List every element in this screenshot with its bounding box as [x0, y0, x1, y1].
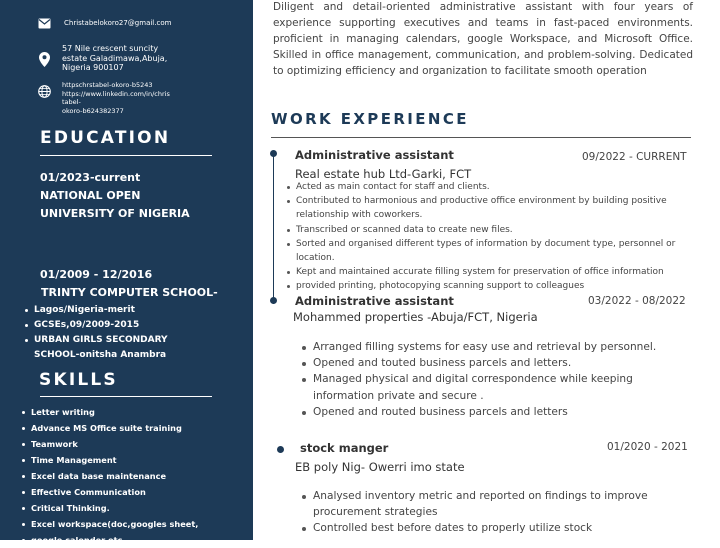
address-line: Nigeria 900107 [62, 63, 124, 72]
linkedin-link[interactable] [62, 81, 170, 115]
job-bullets [296, 339, 691, 420]
education-date: 01/2009 - 12/2016 [40, 268, 153, 281]
education-item: Lagos/Nigeria-merit [34, 305, 135, 315]
list-item: Opened and routed business parcels and letters [296, 404, 691, 420]
bullet [22, 411, 25, 414]
bullet [22, 475, 25, 478]
address-line: 57 Nile crescent suncity [62, 44, 159, 53]
job-date: 01/2020 - 2021 [607, 441, 688, 453]
bullet [22, 507, 25, 510]
address-block [62, 44, 167, 73]
link-line[interactable]: httpschrstabel-okoro-b5243 [62, 81, 153, 89]
list-item: Sorted and organised different types of information by document type, personnel or location. [272, 237, 713, 265]
job-title: Administrative assistant [295, 294, 454, 308]
job-company: EB poly Nig- Owerri imo state [295, 460, 465, 474]
education-entry-1 [40, 169, 190, 223]
bullet [25, 324, 28, 327]
address-line: estate Galadimawa,Abuja, [62, 53, 168, 63]
bullet [22, 443, 25, 446]
summary-paragraph: Diligent and detail-oriented administrative assistant with four years of experience supporting executives and teams in fast-paced environments. proficient in managing calendars, google Workspace, and Microsoft Office. Skilled in office management, communication, and problem-solving. Dedicated to optimizing efficiency and organization to facilitate smooth operation [273, 1, 693, 78]
list-item: Opened and touted business parcels and letters. [296, 355, 691, 371]
globe-icon [38, 85, 51, 98]
education-heading: EDUCATION [40, 128, 171, 148]
education-item: GCSEs,09/2009-2015 [34, 320, 140, 330]
timeline-dot [270, 150, 277, 157]
bullet [25, 339, 28, 342]
list-item: Letter writing [22, 404, 242, 420]
bullet [22, 539, 25, 542]
list-item: Advance MS Office suite training [22, 420, 242, 436]
list-item: Acted as main contact for staff and clients. [272, 180, 713, 194]
link-line[interactable]: tabel- [62, 98, 81, 106]
bullet [22, 427, 25, 430]
list-item: Transcribed or scanned data to create new files. [272, 223, 713, 237]
list-item: Time Management [22, 452, 242, 468]
list-item: Critical Thinking. [22, 500, 242, 516]
list-item: Contributed to harmonious and productive office environment by building positive relationship with coworkers. [272, 194, 713, 222]
link-line[interactable]: https://www.linkedin.com/in/chris [62, 89, 170, 98]
education-divider [40, 155, 212, 156]
job-company: Mohammed properties -Abuja/FCT, Nigeria [293, 310, 538, 324]
work-experience-heading: WORK EXPERIENCE [271, 110, 469, 128]
education-date: 01/2023-current [40, 171, 141, 184]
skills-list [22, 404, 242, 548]
list-item: Excel data base maintenance [22, 468, 242, 484]
job-bullets [272, 180, 713, 294]
list-item: Managed physical and digital correspondence while keeping information private and secure . [296, 371, 691, 403]
education-school: UNIVERSITY OF NIGERIA [40, 207, 190, 220]
timeline-line [273, 300, 274, 304]
main-content [253, 0, 720, 540]
email-text[interactable]: Christabelokoro27@gmail.com [64, 19, 172, 27]
list-item: Excel workspace(doc,googles sheet, [22, 516, 242, 532]
work-experience-divider [271, 137, 691, 138]
sidebar [0, 0, 253, 545]
list-item: Analysed inventory metric and reported on findings to improve procurement strategies [296, 488, 691, 520]
link-line[interactable]: okoro-b624382377 [62, 106, 124, 115]
job-date: 03/2022 - 08/2022 [588, 295, 686, 307]
education-school: TRINTY COMPUTER SCHOOL- [41, 286, 218, 299]
list-item: google calender etc [22, 532, 242, 548]
education-school: NATIONAL OPEN [40, 189, 141, 202]
email-icon [38, 18, 51, 29]
skills-divider [40, 396, 212, 397]
list-item: Arranged filling systems for easy use and retrieval by personnel. [296, 339, 691, 355]
job-bullets [296, 488, 691, 537]
education-item-continuation: SCHOOL-onitsha Anambra [34, 350, 167, 360]
bullet [22, 523, 25, 526]
list-item: Effective Communication [22, 484, 242, 500]
list-item: Controlled best before dates to properly utilize stock [296, 520, 691, 536]
bullet [22, 491, 25, 494]
bullet [22, 459, 25, 462]
location-pin-icon [39, 52, 50, 67]
job-date: 09/2022 - CURRENT [582, 151, 687, 163]
timeline-dot [277, 446, 284, 453]
job-title: Administrative assistant [295, 148, 454, 162]
bullet [25, 309, 28, 312]
job-title: stock manger [300, 441, 389, 455]
skills-heading: SKILLS [39, 370, 118, 390]
education-item: URBAN GIRLS SECONDARY [34, 335, 168, 345]
job-company: Real estate hub Ltd-Garki, FCT [295, 167, 472, 181]
list-item: provided printing, photocopying scanning support to colleagues [272, 279, 713, 293]
list-item: Teamwork [22, 436, 242, 452]
list-item: Kept and maintained accurate filling system for preservation of office information [272, 265, 713, 279]
